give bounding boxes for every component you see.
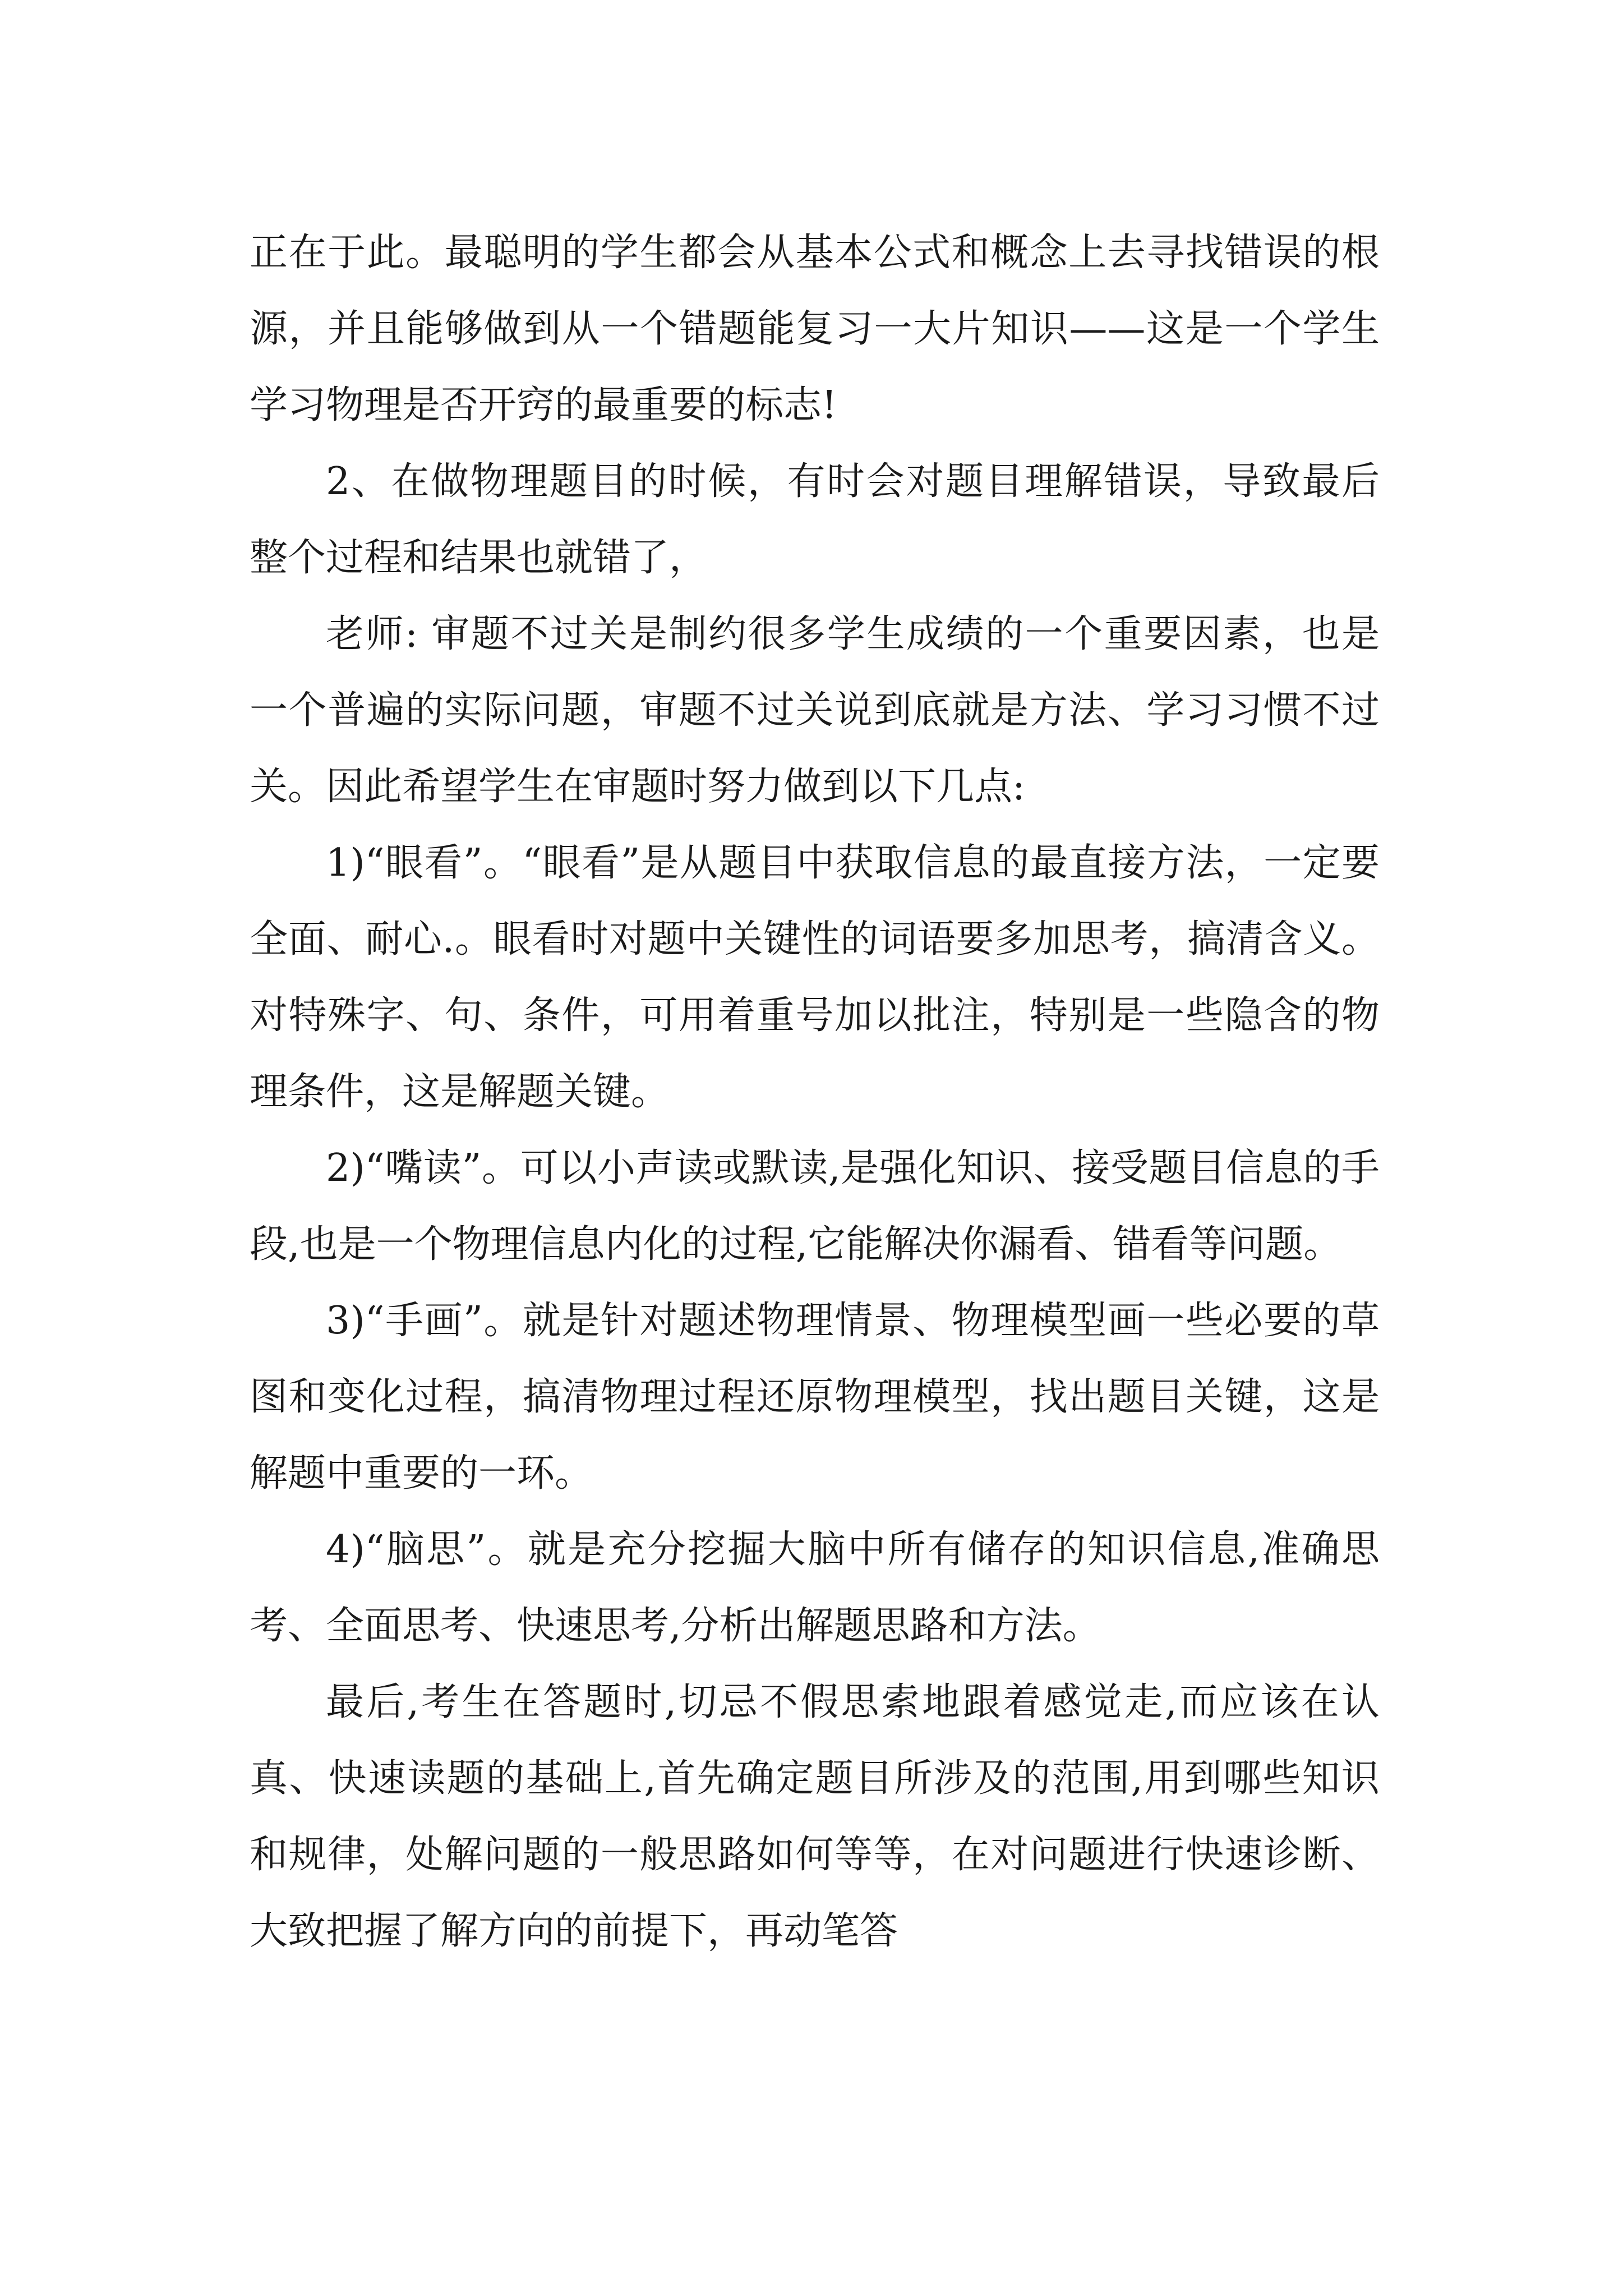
- paragraph-8: 最后,考生在答题时,切忌不假思索地跟着感觉走,而应该在认真、快速读题的基础上,首先确定题目所涉及的范围,用到哪些知识和规律，处解问题的一般思路如何等等，在对问题进行快速诊断、大致把握了解方向的前提下，再动笔答: [250, 1680, 1380, 1953]
- paragraph-6: 3)“手画”。就是针对题述物理情景、物理模型画一些必要的草图和变化过程，搞清物理过程还原物理模型，找出题目关键，这是解题中重要的一环。: [250, 1299, 1380, 1496]
- paragraph-7: 4)“脑思”。就是充分挖掘大脑中所有储存的知识信息,准确思考、全面思考、快速思考,分析出解题思路和方法。: [250, 1527, 1380, 1648]
- paragraph-4: 1)“眼看”。“眼看”是从题目中获取信息的最直接方法，一定要全面、耐心.。眼看时对题中关键性的词语要多加思考，搞清含义。对特殊字、句、条件，可用着重号加以批注，特别是一些隐含的物理条件，这是解题关键。: [250, 841, 1380, 1114]
- body-text: [250, 215, 1380, 1970]
- paragraph-5: 2)“嘴读”。可以小声读或默读,是强化知识、接受题目信息的手段,也是一个物理信息内化的过程,它能解决你漏看、错看等问题。: [250, 1146, 1380, 1267]
- paragraph-3: 老师: 审题不过关是制约很多学生成绩的一个重要因素，也是一个普遍的实际问题，审题不过关说到底就是方法、学习习惯不过关。因此希望学生在审题时努力做到以下几点:: [250, 612, 1380, 809]
- paragraph-1: 正在于此。最聪明的学生都会从基本公式和概念上去寻找错误的根源，并且能够做到从一个错题能复习一大片知识——这是一个学生学习物理是否开窍的最重要的标志!: [250, 231, 1380, 427]
- paragraph-2: 2、在做物理题目的时候，有时会对题目理解错误，导致最后整个过程和结果也就错了，: [250, 459, 1380, 580]
